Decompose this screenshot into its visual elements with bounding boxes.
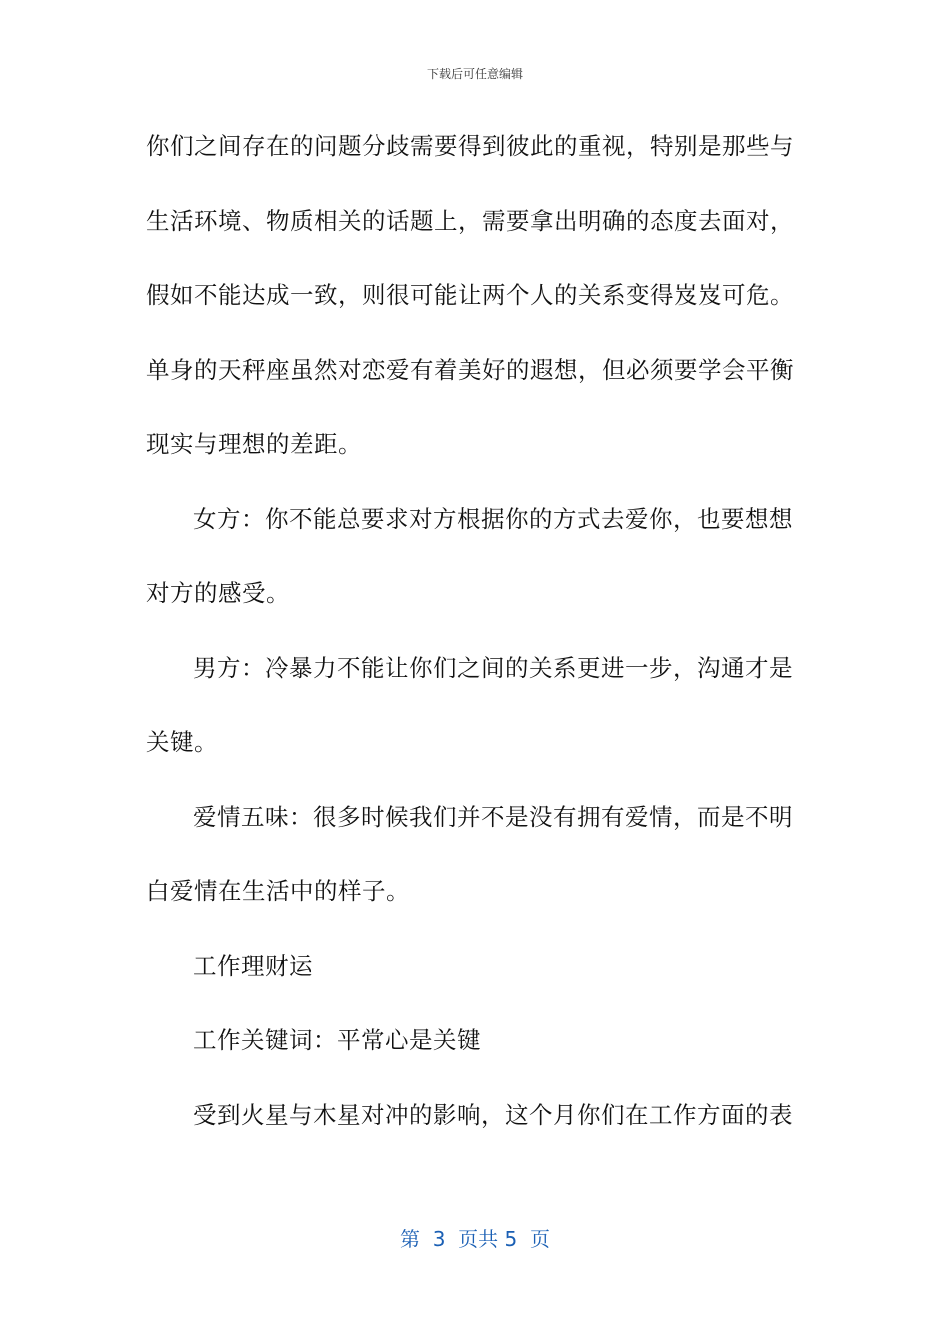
keyword-line: 工作关键词：平常心是关键 xyxy=(193,1026,481,1054)
paragraph-line: 生活环境、物质相关的话题上，需要拿出明确的态度去面对， xyxy=(146,206,794,235)
paragraph-line: 现实与理想的差距。 xyxy=(146,430,362,458)
paragraph-line: 关键。 xyxy=(146,728,218,756)
paragraph-line: 男方：冷暴力不能让你们之间的关系更进一步，沟通才是 xyxy=(193,653,793,682)
body-text xyxy=(146,120,806,1163)
paragraph-line: 对方的感受。 xyxy=(146,579,290,607)
paragraph-line: 假如不能达成一致，则很可能让两个人的关系变得岌岌可危。 xyxy=(146,281,794,309)
paragraph-line: 受到火星与木星对冲的影响，这个月你们在工作方面的表 xyxy=(193,1100,793,1129)
paragraph-line: 女方：你不能总要求对方根据你的方式去爱你，也要想想 xyxy=(193,504,793,533)
header-note: 下载后可任意编辑 xyxy=(426,67,523,81)
paragraph-line: 单身的天秤座虽然对恋爱有着美好的遐想，但必须要学会平衡 xyxy=(146,355,794,384)
paragraph-line: 爱情五味：很多时候我们并不是没有拥有爱情，而是不明 xyxy=(193,802,793,831)
paragraph-line: 你们之间存在的问题分歧需要得到彼此的重视，特别是那些与 xyxy=(146,132,794,160)
page-number-footer: 第 3 页共 5 页 xyxy=(400,1227,550,1251)
paragraph-line: 白爱情在生活中的样子。 xyxy=(146,877,410,905)
section-heading: 工作理财运 xyxy=(193,951,313,980)
